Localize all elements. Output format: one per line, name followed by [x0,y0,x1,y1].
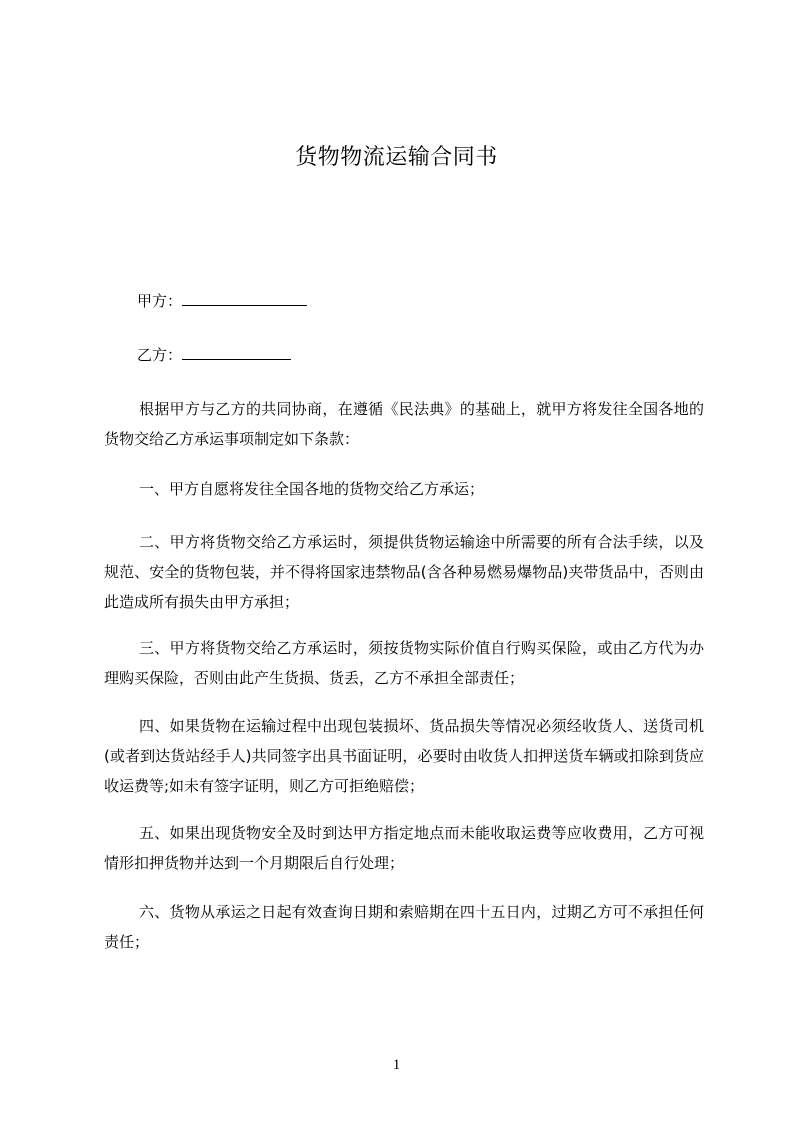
document-title: 货物物流运输合同书 [295,145,498,170]
clause-1: 一、甲方自愿将发往全国各地的货物交给乙方承运； [139,480,485,498]
intro-paragraph: 根据甲方与乙方的共同协商，在遵循《民法典》的基础上，就甲方将发往全国各地的货物交给乙方承运事项制定如下条款： [104,400,704,448]
clause-3: 三、甲方将货物交给乙方承运时，须按货物实际价值自行购买保险，或由乙方代为办理购买保险，否则由此产生货损、货丢，乙方不承担全部责任； [104,639,704,687]
party-a-label: 甲方： [137,292,183,310]
clause-6: 六、货物从承运之日起有效查询日期和索赔期在四十五日内，过期乙方可不承担任何责任； [104,903,704,951]
party-b-label: 乙方： [137,346,183,364]
party-a-blank [182,290,307,306]
clause-4: 四、如果货物在运输过程中出现包装损坏、货品损失等情况必须经收货人、送货司机(或者到达货站经手人)共同签字出具书面证明，必要时由收货人扣押送货车辆或扣除到货应收运费等;如未有签字证明，则乙方可拒绝赔偿； [104,717,704,795]
party-a-line [137,290,307,311]
party-b-line [137,344,291,365]
clause-5: 五、如果出现货物安全及时到达甲方指定地点而未能收取运费等应收费用，乙方可视情形扣押货物并达到一个月期限后自行处理； [104,824,704,872]
page-number: 1 [392,1057,401,1073]
clause-2: 二、甲方将货物交给乙方承运时，须提供货物运输途中所需要的所有合法手续，以及规范、安全的货物包装，并不得将国家违禁物品(含各种易燃易爆物品)夹带货品中，否则由此造成所有损失由甲方承担； [104,533,704,611]
party-b-blank [182,344,291,360]
